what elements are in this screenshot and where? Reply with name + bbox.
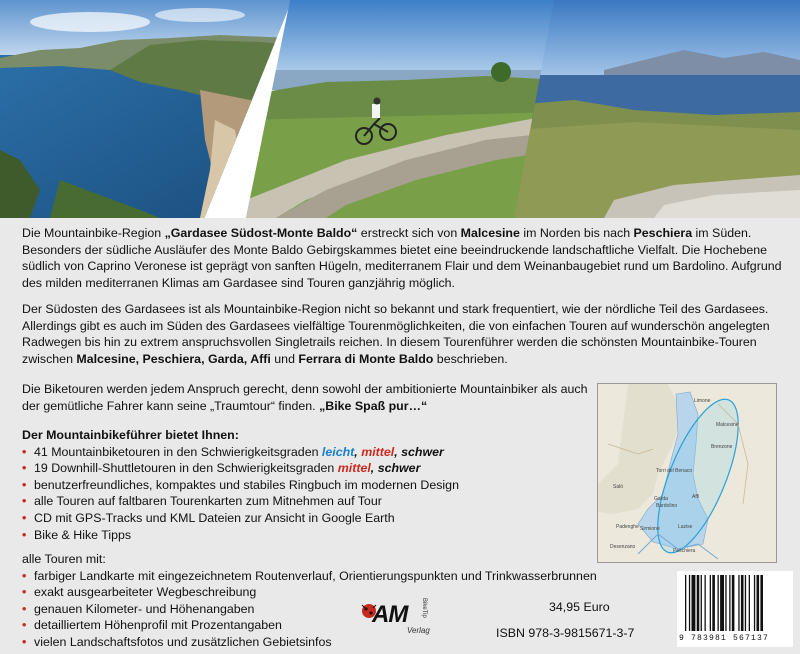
map-label: Lazise [678,524,693,530]
photo-monte-baldo-view [514,0,800,218]
map-label: Padenghe [616,524,639,530]
north-place: Malcesine [460,226,520,240]
photo-strip [0,0,800,218]
logo-sub: Verlag [407,626,430,635]
map-label: Sirmione [640,526,660,532]
difficulty-schwer: schwer [401,444,444,459]
feature-item [22,444,592,461]
map-label: Torri del Benaco [656,468,693,474]
map-label: Malcesine [716,422,739,428]
tour-feature-item: • genauen Kilometer- und Höhenangaben [22,601,662,618]
tour-feature-item: • farbiger Landkarte mit eingezeichnetem Routenverlauf, Orientierungspunkten und Trinkwasserbrunnen [22,568,662,585]
feature-item: • alle Touren auf faltbaren Tourenkarten zum Mitnehmen auf Tour [22,493,592,510]
feature-text: 41 Mountainbiketouren in den Schwierigkeitsgraden [34,444,322,459]
second-text: und [270,351,299,366]
map-label: Salò [613,484,624,490]
tour-feature-item: • exakt ausgearbeiteter Wegbeschreibung [22,584,662,601]
difficulty-schwer: schwer [377,461,421,476]
tour-feature-item: • vielen Landschaftsfotos und zusätzlichen Gebietsinfos [22,634,662,651]
difficulty-mittel: mittel [361,444,395,459]
intro-text: Die Mountainbike-Region [22,226,165,240]
feature-item: • CD mit GPS-Tracks und KML Dateien zur Ansicht in Google Earth [22,510,592,527]
map-label: Brenzone [711,444,733,450]
barcode [677,571,793,647]
difficulty-leicht: leicht [321,444,355,459]
logo-side: BikeTip [421,598,427,618]
second-text: Der Südosten des Gardasees ist als Mountainbike-Region nicht so bekannt und stark frequentiert, wie der nördliche Teil des Gardasees. Allerdings gibt es auch im Süden des Gardasees vielfältige Tourenmöglichkeiten, die von einfachen Touren auf wunderschön angelegten Radwegen bis hin zu extrem anspruchsvollen Singletrails reichen. In diesem Tourenführer werden die schönsten Mountainbike-Touren zwischen [22,302,770,366]
isbn: ISBN 978-3-9815671-3-7 [496,626,635,640]
map-label: Peschiera [673,548,696,554]
map-label: Affi [692,494,700,500]
last-place: Ferrara di Monte Baldo [298,351,434,366]
all-tours-heading: alle Touren mit: [22,552,106,566]
intro-paragraph [22,225,782,291]
map-label: Desenzano [610,544,636,550]
south-place: Peschiera [633,226,693,240]
region-map [597,383,777,563]
logo-mark: AM [372,601,408,628]
price: 34,95 Euro [549,600,610,614]
map-label: Limone [694,398,711,404]
barcode-bars [677,571,793,633]
tour-feature-item: • detailliertem Höhenprofil mit Prozentangaben [22,617,662,634]
photo-gardasee-coast [0,0,292,218]
map-label: Bardolino [656,503,678,509]
third-paragraph [22,381,592,414]
map-label: Garda [654,496,668,502]
second-text: beschrieben. [433,351,508,366]
slogan: „Bike Spaß pur…“ [319,398,428,413]
separator: , [370,461,378,476]
second-paragraph [22,301,782,367]
places-list: Malcesine, Peschiera, Garda, Affi [76,351,271,366]
third-text: Die Biketouren werden jedem Anspruch gerecht, denn sowohl der ambitionierte Mountainbiker als auch der gemütliche Fahrer kann seine „Traumtour“ finden. [22,382,588,413]
feature-item: • benutzerfreundliches, kompaktes und stabiles Ringbuch im modernen Design [22,477,592,494]
photo-mountainbiker-trail [246,0,561,218]
publisher-logo [359,596,433,646]
feature-item: • Bike & Hike Tipps [22,527,592,544]
intro-text: im Norden bis nach [519,226,634,240]
feature-item [22,460,592,477]
features-heading: Der Mountainbikeführer bietet Ihnen: [22,428,239,442]
region-name: „Gardasee Südost-Monte Baldo“ [164,226,358,240]
separator: , [394,444,402,459]
intro-text: erstreckt sich von [357,226,461,240]
features-block [22,427,592,543]
difficulty-mittel: mittel [337,461,371,476]
intro-text: im Süden. Besonders der südliche Ausläufer des Monte Baldo Gebirgskammes bietet eine beeindruckende landschaftliche Vielfalt. Die Hochebene südlich von Caprino Veronese ist geprägt von sanften Hügeln, mediterranem Flair und dem Weinanbaugebiet rund um Bardolino. Aufgrund des milden mediterranen Klimas am Gardasee sind Touren ganzjährig möglich. [22,226,782,290]
feature-text: 19 Downhill-Shuttletouren in den Schwierigkeitsgraden [34,461,338,476]
separator: , [354,444,362,459]
barcode-digits: 9 783981 567137 [679,634,770,643]
